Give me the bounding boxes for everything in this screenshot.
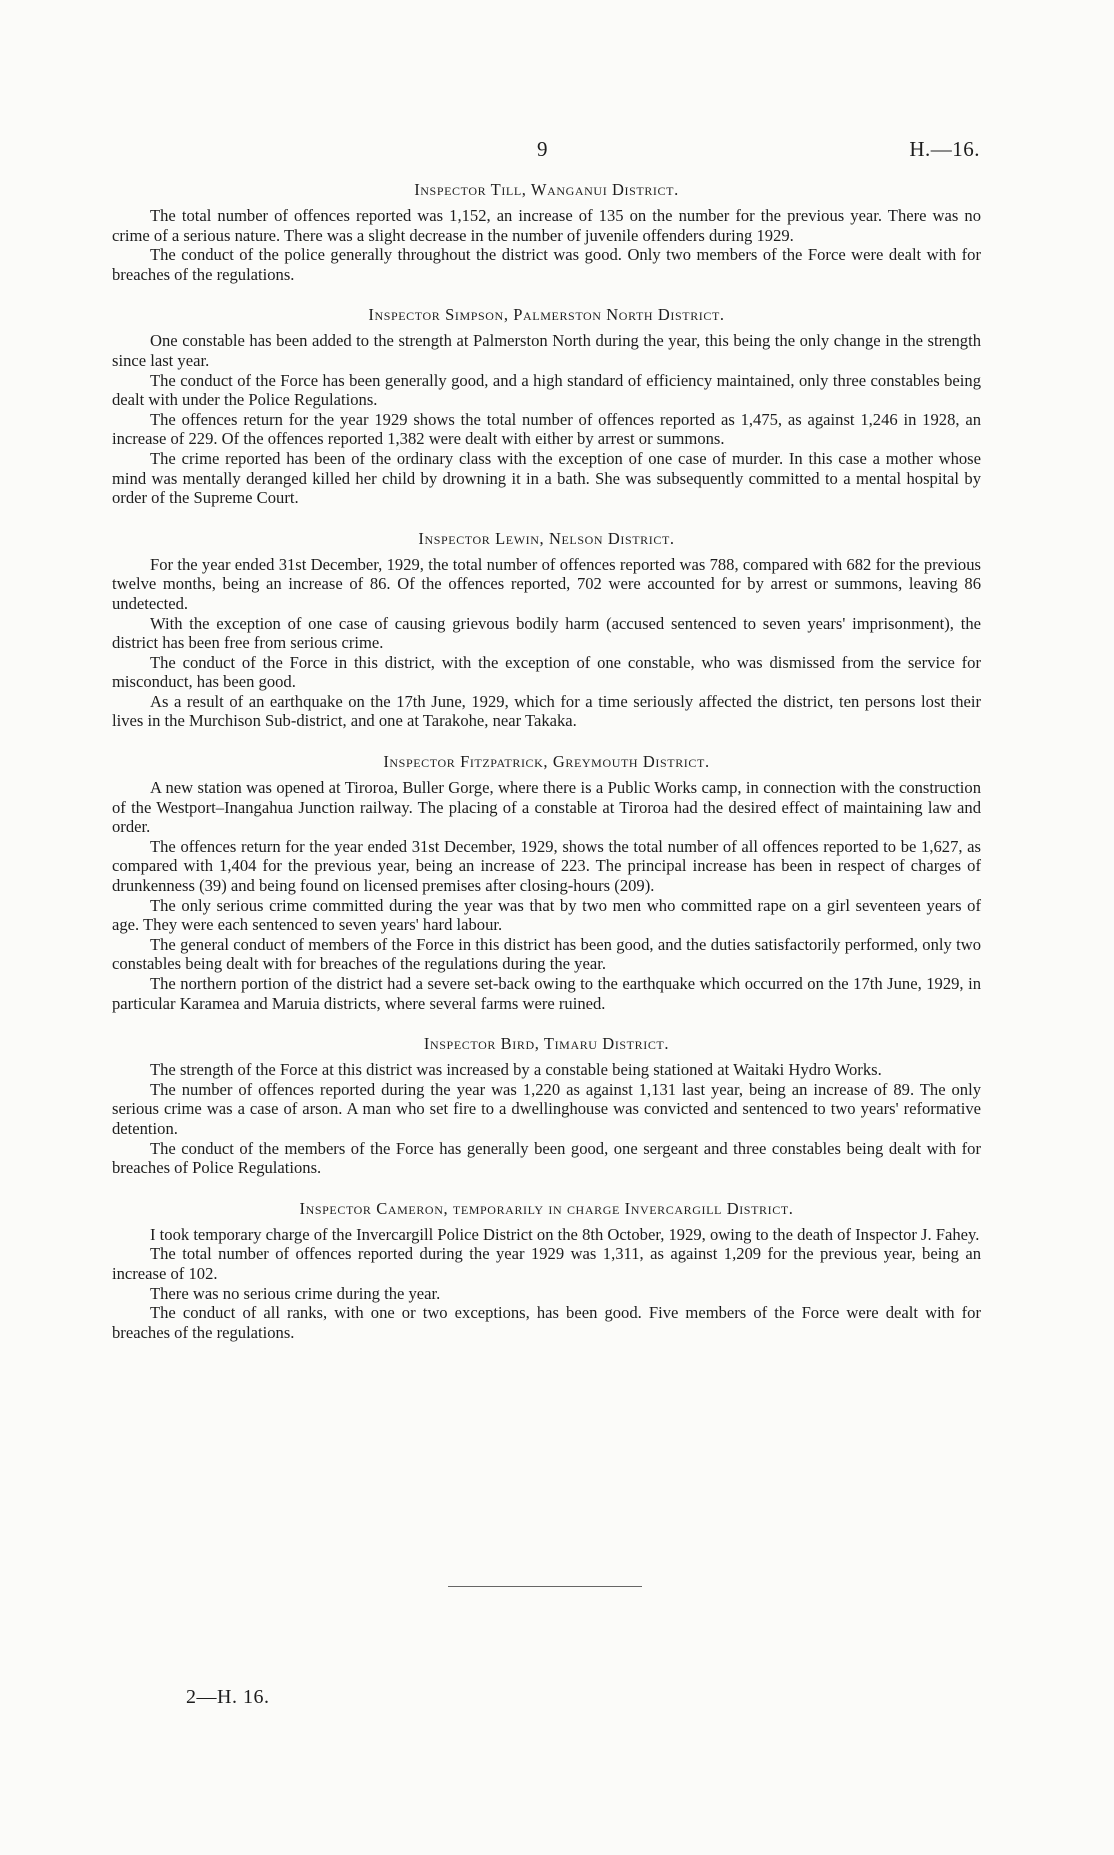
paragraph: One constable has been added to the strength at Palmerston North during the year, this being the only change in the strength since last year. — [112, 331, 981, 370]
section-heading: Inspector Simpson, Palmerston North District. — [368, 305, 725, 325]
section-greymouth — [112, 752, 981, 1013]
paragraph: The conduct of all ranks, with one or two exceptions, has been good. Five members of the Force were dealt with for breaches of the regulations. — [112, 1303, 981, 1342]
paragraph: The conduct of the members of the Force has generally been good, one sergeant and three constables being dealt with for breaches of Police Regulations. — [112, 1138, 981, 1178]
paragraph: The general conduct of members of the Force in this district has been good, and the duties satisfactorily performed, only two constables being dealt with for breaches of the regulations during the year. — [112, 934, 981, 974]
paragraph: For the year ended 31st December, 1929, the total number of offences reported was 788, compared with 682 for the previous twelve months, being an increase of 86. Of the offences reported, 702 were accounted for by arrest or summons, leaving 86 undetected. — [112, 554, 981, 613]
divider — [448, 1586, 642, 1587]
section-heading: Inspector Fitzpatrick, Greymouth District. — [383, 752, 710, 772]
section-heading: Inspector Cameron, temporarily in charge Invercargill District. — [299, 1198, 794, 1218]
paragraph: The strength of the Force at this district was increased by a constable being stationed at Waitaki Hydro Works. — [150, 1060, 882, 1080]
section-invercargill — [112, 1199, 981, 1343]
paragraph: I took temporary charge of the Invercargill Police District on the 8th October, 1929, owing to the death of Inspector J. Fahey. — [150, 1224, 980, 1244]
paragraph: The conduct of the Force has been generally good, and a high standard of efficiency maintained, only three constables being dealt with under the Police Regulations. — [112, 370, 981, 410]
page-number: 9 — [537, 137, 548, 161]
paragraph: The conduct of the Force in this district, with the exception of one constable, who was dismissed from the service for misconduct, has been good. — [112, 652, 981, 692]
paragraph: The total number of offences reported during the year 1929 was 1,311, as against 1,209 for the previous year, being an increase of 102. — [112, 1244, 981, 1283]
paragraph: The offences return for the year 1929 shows the total number of offences reported as 1,475, as against 1,246 in 1928, an increase of 229. Of the offences reported 1,382 were dealt with either by arrest or summons. — [112, 409, 981, 449]
section-nelson — [112, 529, 981, 731]
section-wanganui — [112, 180, 981, 284]
paragraph: There was no serious crime during the year. — [150, 1283, 441, 1303]
paragraph: The offences return for the year ended 31st December, 1929, shows the total number of all offences reported to be 1,627, as compared with 1,404 for the previous year, being an increase of 223. The principal increase has been in respect of charges of drunkenness (39) and being found on licensed premises after closing-hours (209). — [112, 836, 981, 896]
document-reference: H.—16. — [909, 137, 980, 161]
paragraph: The northern portion of the district had a severe set-back owing to the earthquake which occurred on the 17th June, 1929, in particular Karamea and Maruia districts, where several farms were ruined. — [112, 974, 981, 1013]
paragraph: The total number of offences reported was 1,152, an increase of 135 on the number for the previous year. There was no crime of a serious nature. There was a slight decrease in the number of juvenile offenders during 1929. — [112, 206, 981, 245]
printer-signature: 2—H. 16. — [186, 1686, 270, 1708]
paragraph: The number of offences reported during the year was 1,220 as against 1,131 last year, being an increase of 89. The only serious crime was a case of arson. A man who set fire to a dwellinghouse was convicted and sentenced to two years' reformative detention. — [112, 1079, 981, 1138]
section-heading: Inspector Bird, Timaru District. — [423, 1034, 670, 1054]
paragraph: The conduct of the police generally throughout the district was good. Only two members of the Force were dealt with for breaches of the regulations. — [112, 245, 981, 284]
paragraph: As a result of an earthquake on the 17th June, 1929, which for a time seriously affected the district, ten persons lost their lives in the Murchison Sub-district, and one at Tarakohe, near Takaka. — [112, 691, 981, 731]
paragraph: The only serious crime committed during the year was that by two men who committed rape on a girl seventeen years of age. They were each sentenced to seven years' hard labour. — [112, 895, 981, 935]
paragraph: With the exception of one case of causing grievous bodily harm (accused sentenced to seven years' imprisonment), the district has been free from serious crime. — [112, 613, 981, 653]
section-palmerston-north — [112, 305, 981, 507]
paragraph: The crime reported has been of the ordinary class with the exception of one case of murder. In this case a mother whose mind was mentally deranged killed her child by drowning it in a bath. She was subsequently committed to a mental hospital by order of the Supreme Court. — [112, 448, 981, 508]
document-body — [112, 180, 981, 1363]
section-heading: Inspector Lewin, Nelson District. — [418, 528, 675, 548]
paragraph: A new station was opened at Tiroroa, Buller Gorge, where there is a Public Works camp, in connection with the construction of the Westport–Inangahua Junction railway. The placing of a constable at Tiroroa had the desired effect of maintaining law and order. — [112, 778, 981, 837]
section-timaru — [112, 1034, 981, 1178]
section-heading: Inspector Till, Wanganui District. — [414, 180, 679, 199]
